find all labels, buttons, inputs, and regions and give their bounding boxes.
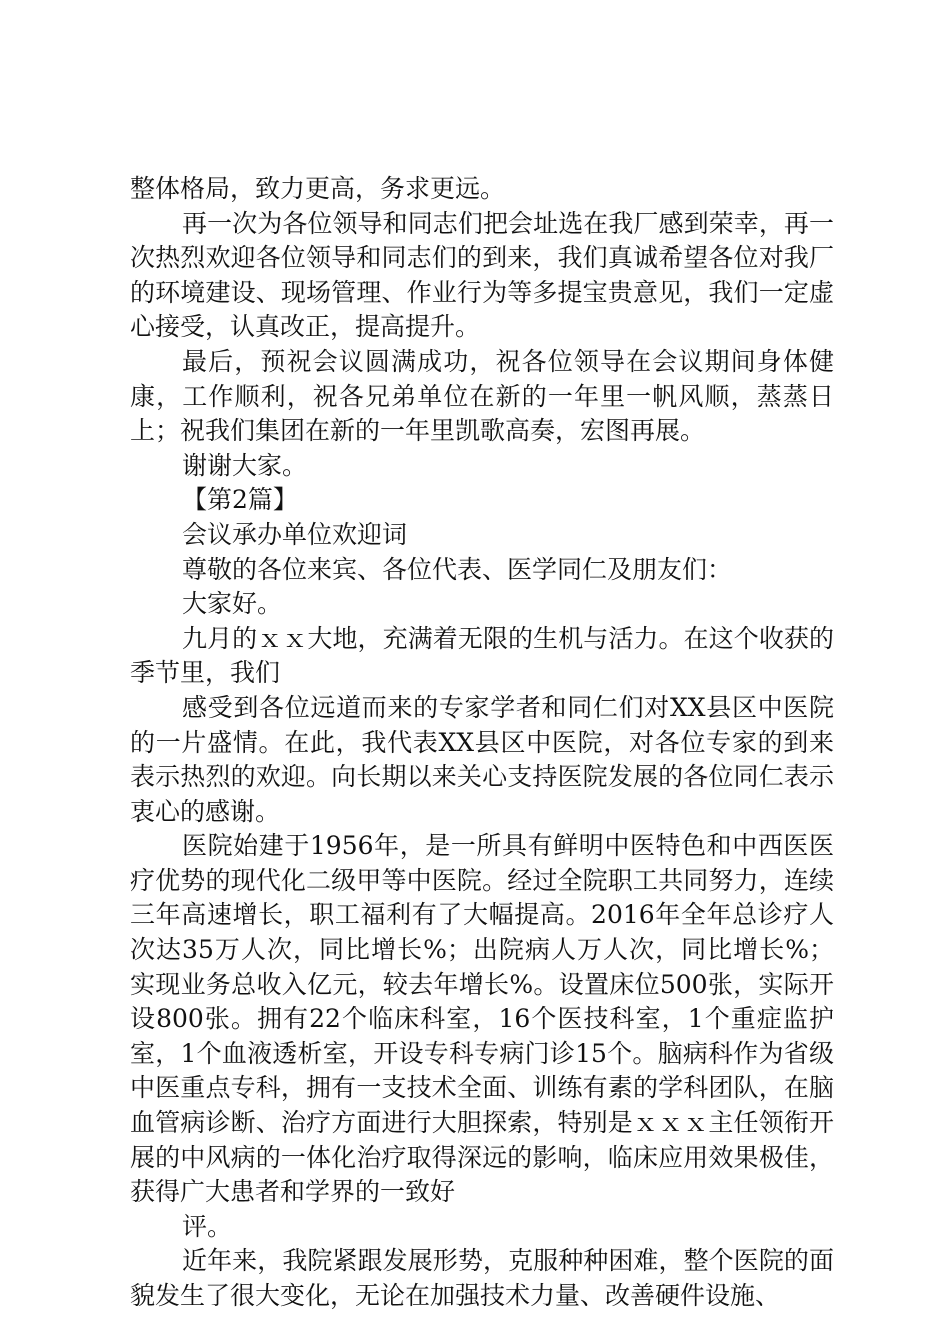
paragraph: 医院始建于1956年，是一所具有鲜明中医特色和中西医医疗优势的现代化二级甲等中医院。经过全院职工共同努力，连续三年高速增长，职工福利有了大幅提高。2016年全年总诊疗人次达35万人次，同比增长%；出院病人万人次，同比增长%；实现业务总收入亿元，较去年增长%。设置床位500张，实际开设800张。拥有22个临床科室，16个医技科室，1个重症监护室，1个血液透析室，开设专科专病门诊15个。脑病科作为省级中医重点专科，拥有一支技术全面、训练有素的学科团队，在脑血管病诊断、治疗方面进行大胆探索，特别是ｘｘｘ主任领衔开展的中风病的一体化治疗取得深远的影响，临床应用效果极佳，获得广大患者和学界的一致好 xyxy=(130,831,834,1207)
article-title: 会议承办单位欢迎词 xyxy=(182,519,408,549)
paragraph: 最后，预祝会议圆满成功，祝各位领导在会议期间身体健康，工作顺利，祝各兄弟单位在新的一年里一帆风顺，蒸蒸日上；祝我们集团在新的一年里凯歌高奏，宏图再展。 xyxy=(130,346,834,446)
paragraph: 评。 xyxy=(182,1211,233,1241)
salutation: 尊敬的各位来宾、各位代表、医学同仁及朋友们： xyxy=(182,554,733,584)
section-heading: 【第2篇】 xyxy=(182,485,298,515)
document-body xyxy=(130,172,834,1314)
paragraph: 感受到各位远道而来的专家学者和同仁们对XX县区中医院的一片盛情。在此，我代表XX县区中医院，对各位专家的到来表示热烈的欢迎。向长期以来关心支持医院发展的各位同仁表示衷心的感谢。 xyxy=(130,692,834,826)
paragraph: 整体格局，致力更高，务求更远。 xyxy=(130,174,506,203)
greeting: 大家好。 xyxy=(182,589,283,619)
paragraph: 再一次为各位领导和同志们把会址选在我厂感到荣幸，再一次热烈欢迎各位领导和同志们的到来，我们真诚希望各位对我厂的环境建设、现场管理、作业行为等多提宝贵意见，我们一定虚心接受，认真改正，提高提升。 xyxy=(130,208,834,342)
paragraph: 近年来，我院紧跟发展形势，克服种种困难，整个医院的面貌发生了很大变化，无论在加强技术力量、改善硬件设施、 xyxy=(130,1246,834,1310)
paragraph: 九月的ｘｘ大地，充满着无限的生机与活力。在这个收获的季节里，我们 xyxy=(130,623,834,688)
paragraph: 谢谢大家。 xyxy=(182,450,308,480)
